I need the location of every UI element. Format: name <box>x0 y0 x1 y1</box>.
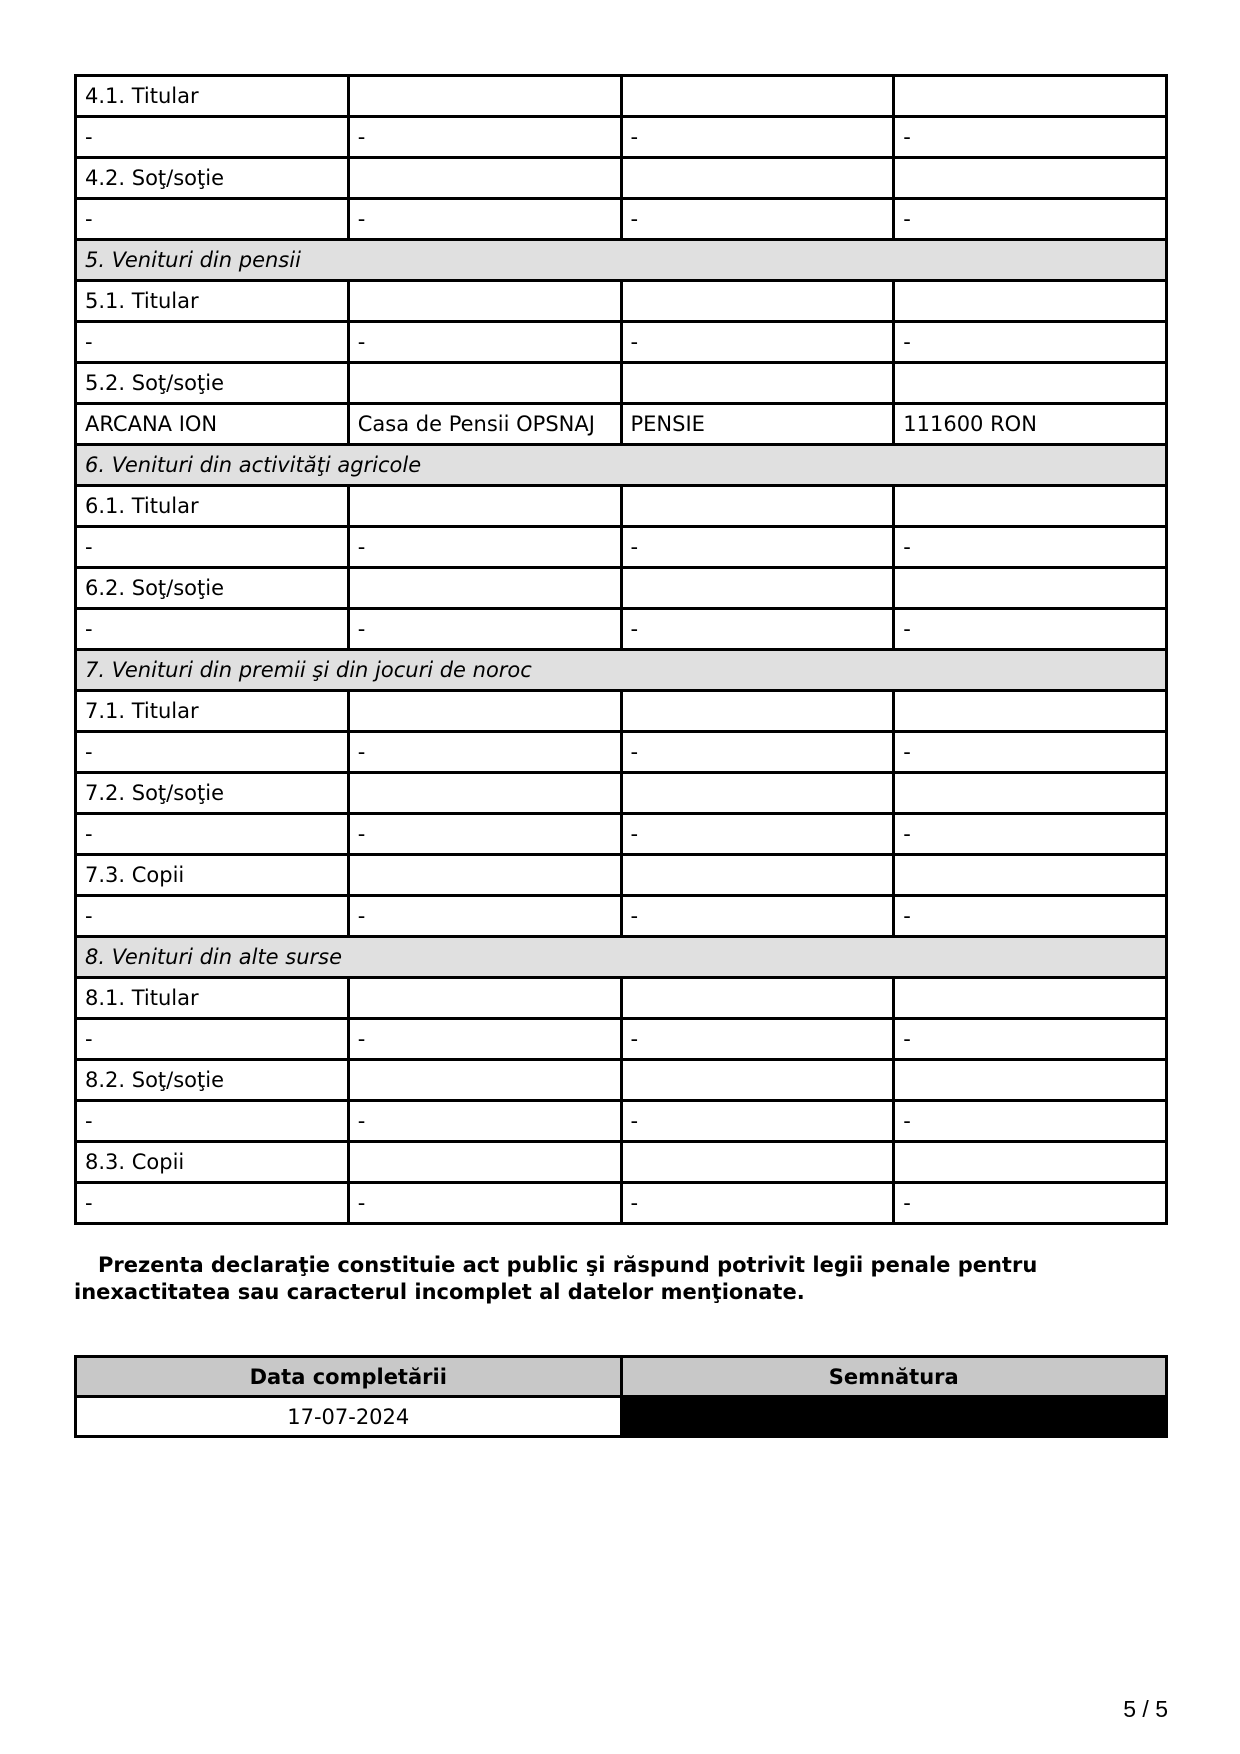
table-cell: - <box>621 117 894 158</box>
table-cell: - <box>621 896 894 937</box>
section-title: 5. Venituri din pensii <box>76 240 1167 281</box>
table-cell <box>621 363 894 404</box>
table-cell <box>894 691 1167 732</box>
table-row <box>76 486 1167 527</box>
table-cell: - <box>894 732 1167 773</box>
table-cell: - <box>348 1183 621 1224</box>
table-cell <box>894 76 1167 117</box>
table-cell: 8.3. Copii <box>76 1142 349 1183</box>
table-row <box>76 896 1167 937</box>
section-header-row <box>76 445 1167 486</box>
table-row <box>76 855 1167 896</box>
table-cell <box>621 773 894 814</box>
section-title: 8. Venituri din alte surse <box>76 937 1167 978</box>
table-cell: - <box>621 1183 894 1224</box>
table-row <box>76 158 1167 199</box>
table-cell <box>894 1142 1167 1183</box>
table-cell: - <box>894 609 1167 650</box>
table-cell: - <box>894 896 1167 937</box>
signature-header: Semnătura <box>621 1357 1167 1397</box>
table-cell <box>894 1060 1167 1101</box>
table-cell: - <box>348 1101 621 1142</box>
table-cell: - <box>76 199 349 240</box>
table-cell: - <box>76 527 349 568</box>
table-cell <box>894 773 1167 814</box>
table-cell: - <box>894 322 1167 363</box>
table-cell: 6.1. Titular <box>76 486 349 527</box>
table-cell <box>348 691 621 732</box>
section-title: 7. Venituri din premii şi din jocuri de noroc <box>76 650 1167 691</box>
table-cell: 5.1. Titular <box>76 281 349 322</box>
table-cell: 7.2. Soţ/soţie <box>76 773 349 814</box>
table-cell <box>894 486 1167 527</box>
section-header-row <box>76 937 1167 978</box>
table-cell: - <box>894 1019 1167 1060</box>
table-cell <box>348 855 621 896</box>
table-cell: 7.1. Titular <box>76 691 349 732</box>
table-cell: - <box>348 1019 621 1060</box>
table-cell <box>348 363 621 404</box>
table-cell <box>348 76 621 117</box>
table-cell <box>348 158 621 199</box>
table-cell <box>348 1142 621 1183</box>
table-cell: - <box>348 896 621 937</box>
signature-redacted <box>621 1397 1167 1437</box>
table-cell: - <box>894 814 1167 855</box>
table-cell <box>348 486 621 527</box>
table-cell: - <box>76 609 349 650</box>
table-row <box>76 1101 1167 1142</box>
declaration-statement: Prezenta declaraţie constituie act public şi răspund potrivit legii penale pentru inexactitatea sau caracterul incomplet al datelor menţionate. <box>74 1253 1038 1304</box>
table-cell: - <box>76 322 349 363</box>
table-cell <box>894 568 1167 609</box>
table-row <box>76 814 1167 855</box>
table-row <box>76 1142 1167 1183</box>
table-cell <box>621 1060 894 1101</box>
table-cell: PENSIE <box>621 404 894 445</box>
section-header-row <box>76 650 1167 691</box>
table-row <box>76 199 1167 240</box>
table-cell: - <box>348 322 621 363</box>
table-cell <box>348 978 621 1019</box>
table-cell: - <box>621 527 894 568</box>
table-cell: - <box>894 1183 1167 1224</box>
table-cell: 7.3. Copii <box>76 855 349 896</box>
table-cell <box>348 568 621 609</box>
table-cell <box>348 773 621 814</box>
table-cell: - <box>76 1101 349 1142</box>
table-cell <box>621 855 894 896</box>
table-cell <box>621 691 894 732</box>
table-row <box>76 568 1167 609</box>
table-cell: 4.2. Soţ/soţie <box>76 158 349 199</box>
table-cell: Casa de Pensii OPSNAJ <box>348 404 621 445</box>
table-cell: - <box>621 1019 894 1060</box>
table-cell <box>348 281 621 322</box>
table-row <box>76 1019 1167 1060</box>
income-table <box>74 74 1168 1225</box>
table-row <box>76 732 1167 773</box>
table-cell: - <box>894 117 1167 158</box>
page-number: 5 / 5 <box>1123 1696 1168 1722</box>
table-cell <box>621 1142 894 1183</box>
table-cell: ARCANA ION <box>76 404 349 445</box>
table-cell: - <box>621 732 894 773</box>
table-cell <box>621 76 894 117</box>
table-row <box>76 691 1167 732</box>
table-row <box>76 117 1167 158</box>
table-cell <box>621 486 894 527</box>
income-table-body <box>76 76 1167 1224</box>
table-cell: - <box>348 609 621 650</box>
table-cell: - <box>348 732 621 773</box>
table-cell <box>894 281 1167 322</box>
table-cell: - <box>894 199 1167 240</box>
signature-table <box>74 1355 1168 1438</box>
table-cell: - <box>348 117 621 158</box>
table-cell: - <box>621 814 894 855</box>
table-cell: - <box>76 896 349 937</box>
table-row <box>76 609 1167 650</box>
table-cell: - <box>348 199 621 240</box>
table-cell: 4.1. Titular <box>76 76 349 117</box>
table-cell <box>348 1060 621 1101</box>
table-cell <box>894 158 1167 199</box>
table-cell <box>894 978 1167 1019</box>
table-cell: - <box>76 117 349 158</box>
table-cell: - <box>348 814 621 855</box>
table-cell <box>621 158 894 199</box>
table-cell: - <box>76 814 349 855</box>
table-cell: - <box>621 199 894 240</box>
completion-date: 17-07-2024 <box>76 1397 622 1437</box>
table-cell: - <box>621 609 894 650</box>
table-row <box>76 363 1167 404</box>
table-cell <box>621 568 894 609</box>
table-cell: - <box>76 732 349 773</box>
date-header: Data completării <box>76 1357 622 1397</box>
table-cell: - <box>894 527 1167 568</box>
table-cell: - <box>621 322 894 363</box>
table-cell: 8.1. Titular <box>76 978 349 1019</box>
table-row <box>76 404 1167 445</box>
table-row <box>76 281 1167 322</box>
table-cell: - <box>76 1183 349 1224</box>
signature-table-value-row <box>76 1397 1167 1437</box>
table-row <box>76 773 1167 814</box>
table-cell <box>894 855 1167 896</box>
table-cell <box>894 363 1167 404</box>
table-row <box>76 1183 1167 1224</box>
table-cell: 111600 RON <box>894 404 1167 445</box>
section-header-row <box>76 240 1167 281</box>
table-cell <box>621 281 894 322</box>
table-row <box>76 76 1167 117</box>
table-row <box>76 322 1167 363</box>
table-cell: 5.2. Soţ/soţie <box>76 363 349 404</box>
table-cell: 8.2. Soţ/soţie <box>76 1060 349 1101</box>
table-row <box>76 978 1167 1019</box>
table-cell: - <box>621 1101 894 1142</box>
table-cell: - <box>76 1019 349 1060</box>
section-title: 6. Venituri din activităţi agricole <box>76 445 1167 486</box>
table-row <box>76 527 1167 568</box>
signature-table-header-row <box>76 1357 1167 1397</box>
table-row <box>76 1060 1167 1101</box>
table-cell: 6.2. Soţ/soţie <box>76 568 349 609</box>
table-cell <box>621 978 894 1019</box>
table-cell: - <box>348 527 621 568</box>
table-cell: - <box>894 1101 1167 1142</box>
